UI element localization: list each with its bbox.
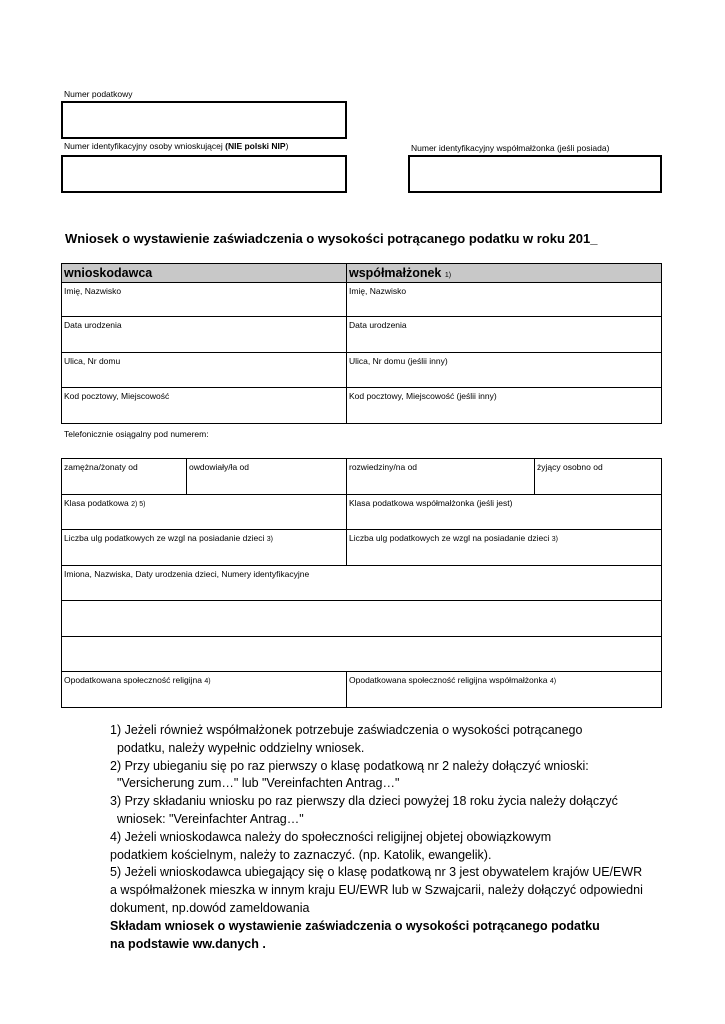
applicant-nip-field[interactable] [61,155,347,193]
closing-statement: Składam wniosek o wystawienie zaświadczenia o wysokości potrącanego podatku [110,918,600,933]
tax-class-field[interactable]: Klasa podatkowa 2) 5) [62,495,347,530]
spouse-postcode-city-field[interactable]: Kod pocztowy, Miejscowość (jeślii inny) [347,388,662,424]
applicant-column-header: wnioskodawca [62,264,347,283]
tax-number-label: Numer podatkowy [64,89,133,99]
applicant-street-field[interactable]: Ulica, Nr domu [62,353,347,388]
note-line: podatkiem kościelnym, należy to zaznaczyć. (np. Katolik, ewangelik). [110,847,492,862]
spouse-id-field[interactable] [408,155,662,193]
applicant-postcode-city-field[interactable]: Kod pocztowy, Miejscowość [62,388,347,424]
spouse-religion-field[interactable]: Opodatkowana społeczność religijna współmałżonka 4) [347,672,662,708]
closing-statement-2: na podstawie ww.danych . [110,936,266,951]
religion-field[interactable]: Opodatkowana społeczność religijna 4) [62,672,347,708]
applicant-nip-label: Numer identyfikacyjny osoby wnioskującej (NIE polski NIP) [64,141,289,151]
spouse-tax-class-field[interactable]: Klasa podatkowa współmałżonka (jeśli jest) [347,495,662,530]
tax-number-field[interactable] [61,101,347,139]
spouse-street-field[interactable]: Ulica, Nr domu (jeślii inny) [347,353,662,388]
applicant-birthdate-field[interactable]: Data urodzenia [62,317,347,353]
note-line: wniosek: "Vereinfachter Antrag…" [110,811,304,826]
note-line: a współmałżonek mieszka w innym kraju EU/EWR lub w Szwajcarii, należy dołączyć odpowiedni [110,883,643,898]
note-line: 2) Przy ubieganiu się po raz pierwszy o klasę podatkową nr 2 należy dołączyć wnioski: [110,758,589,773]
widowed-since-field[interactable]: owdowiały/ła od [187,459,347,495]
spouse-column-header: współmałżonek 1) [347,264,662,283]
note-line: podatku, należy wypełnic oddzielny wniosek. [110,740,365,755]
note-line: 1) Jeżeli również współmałżonek potrzebuje zaświadczenia o wysokości potrącanego [110,723,583,737]
note-line: 5) Jeżeli wnioskodawca ubiegający się o klasę podatkową nr 3 jest obywatelem krajów UE/EWR [110,865,643,880]
spouse-name-field[interactable]: Imię, Nazwisko [347,283,662,317]
children-info-field[interactable]: Imiona, Nazwiska, Daty urodzenia dzieci, Numery identyfikacyjne [62,566,662,601]
applicant-name-field[interactable]: Imię, Nazwisko [62,283,347,317]
children-info-line-2[interactable] [62,601,662,637]
spouse-id-label: Numer identyfikacyjny współmałżonka (jeśli posiada) [411,143,610,153]
separated-since-field[interactable]: żyjący osobno od [535,459,662,495]
spouse-birthdate-field[interactable]: Data urodzenia [347,317,662,353]
child-relief-field[interactable]: Liczba ulg podatkowych ze wzgl na posiadanie dzieci 3) [62,530,347,566]
footnotes [110,722,670,953]
form-title: Wniosek o wystawienie zaświadczenia o wysokości potrącanego podatku w roku 201_ [65,231,598,246]
children-info-line-3[interactable] [62,637,662,672]
phone-label: Telefonicznie osiągalny pod numerem: [64,429,209,439]
note-line: 4) Jeżeli wnioskodawca należy do społeczności religijnej objetej obowiązkowym [110,829,552,844]
note-line: 3) Przy składaniu wniosku po raz pierwszy dla dzieci powyżej 18 roku życia należy dołączyć [110,794,618,809]
personal-data-table [61,263,662,424]
divorced-since-field[interactable]: rozwiedziny/na od [347,459,535,495]
status-table [61,458,662,708]
married-since-field[interactable]: zamężna/żonaty od [62,459,187,495]
note-line: dokument, np.dowód zameldowania [110,900,310,915]
spouse-child-relief-field[interactable]: Liczba ulg podatkowych ze wzgl na posiadanie dzieci 3) [347,530,662,566]
note-line: "Versicherung zum…" lub "Vereinfachten Antrag…" [110,776,400,791]
